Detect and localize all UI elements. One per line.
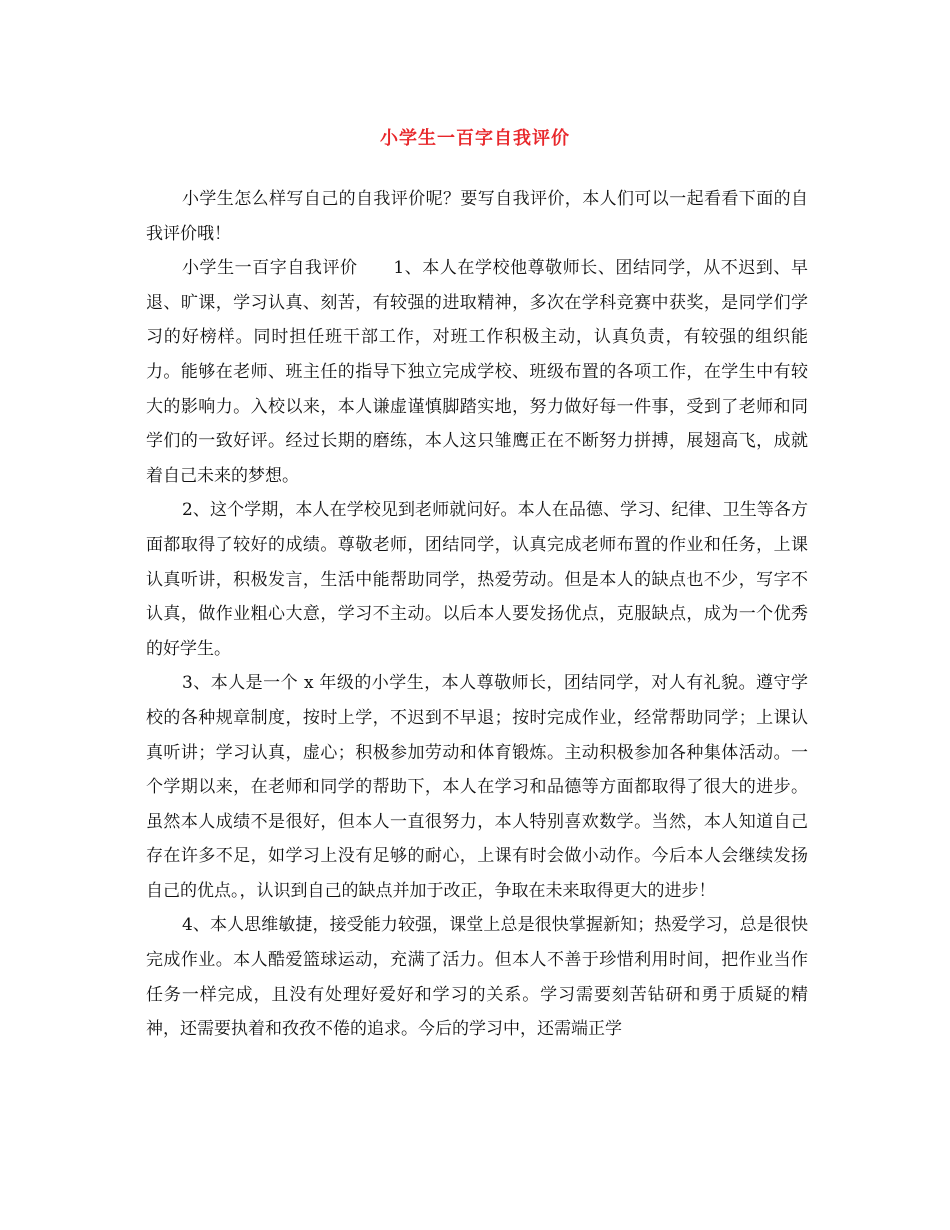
document-title: 小学生一百字自我评价 xyxy=(380,128,570,149)
document-body xyxy=(146,182,808,1047)
paragraph-intro: 小学生怎么样写自己的自我评价呢？要写自我评价，本人们可以一起看看下面的自我评价哦！ xyxy=(146,189,808,244)
paragraph-3: 3、本人是一个 x 年级的小学生，本人尊敬师长，团结同学，对人有礼貌。遵守学校的各种规章制度，按时上学，不迟到不早退；按时完成作业，经常帮助同学；上课认真听讲；学习认真，虚心；积极参加劳动和体育锻炼。主动积极参加各种集体活动。一个学期以来，在老师和同学的帮助下，本人在学习和品德等方面都取得了很大的进步。虽然本人成绩不是很好，但本人一直很努力，本人特别喜欢数学。当然，本人知道自己存在许多不足，如学习上没有足够的耐心，上课有时会做小动作。今后本人会继续发扬自己的优点。，认识到自己的缺点并加于改正，争取在未来取得更大的进步！ xyxy=(146,673,808,901)
paragraph-4: 4、本人思维敏捷，接受能力较强，课堂上总是很快掌握新知；热爱学习，总是很快完成作业。本人酷爱篮球运动，充满了活力。但本人不善于珍惜利用时间，把作业当作任务一样完成，且没有处理好爱好和学习的关系。学习需要刻苦钻研和勇于质疑的精神，还需要执着和孜孜不倦的追求。今后的学习中，还需端正学 xyxy=(146,915,808,1040)
paragraph-1: 小学生一百字自我评价 1、本人在学校他尊敬师长、团结同学，从不迟到、早退、旷课，学习认真、刻苦，有较强的进取精神，多次在学科竞赛中获奖，是同学们学习的好榜样。同时担任班干部工作，对班工作积极主动，认真负责，有较强的组织能力。能够在老师、班主任的指导下独立完成学校、班级布置的各项工作，在学生中有较大的影响力。入校以来，本人谦虚谨慎脚踏实地，努力做好每一件事，受到了老师和同学们的一致好评。经过长期的磨练，本人这只雏鹰正在不断努力拼搏，展翅高飞，成就着自己未来的梦想。 xyxy=(146,258,808,486)
paragraph-2: 2、这个学期，本人在学校见到老师就问好。本人在品德、学习、纪律、卫生等各方面都取得了较好的成绩。尊敬老师，团结同学，认真完成老师布置的作业和任务，上课认真听讲，积极发言，生活中能帮助同学，热爱劳动。但是本人的缺点也不少，写字不认真，做作业粗心大意，学习不主动。以后本人要发扬优点，克服缺点，成为一个优秀的好学生。 xyxy=(146,500,808,659)
